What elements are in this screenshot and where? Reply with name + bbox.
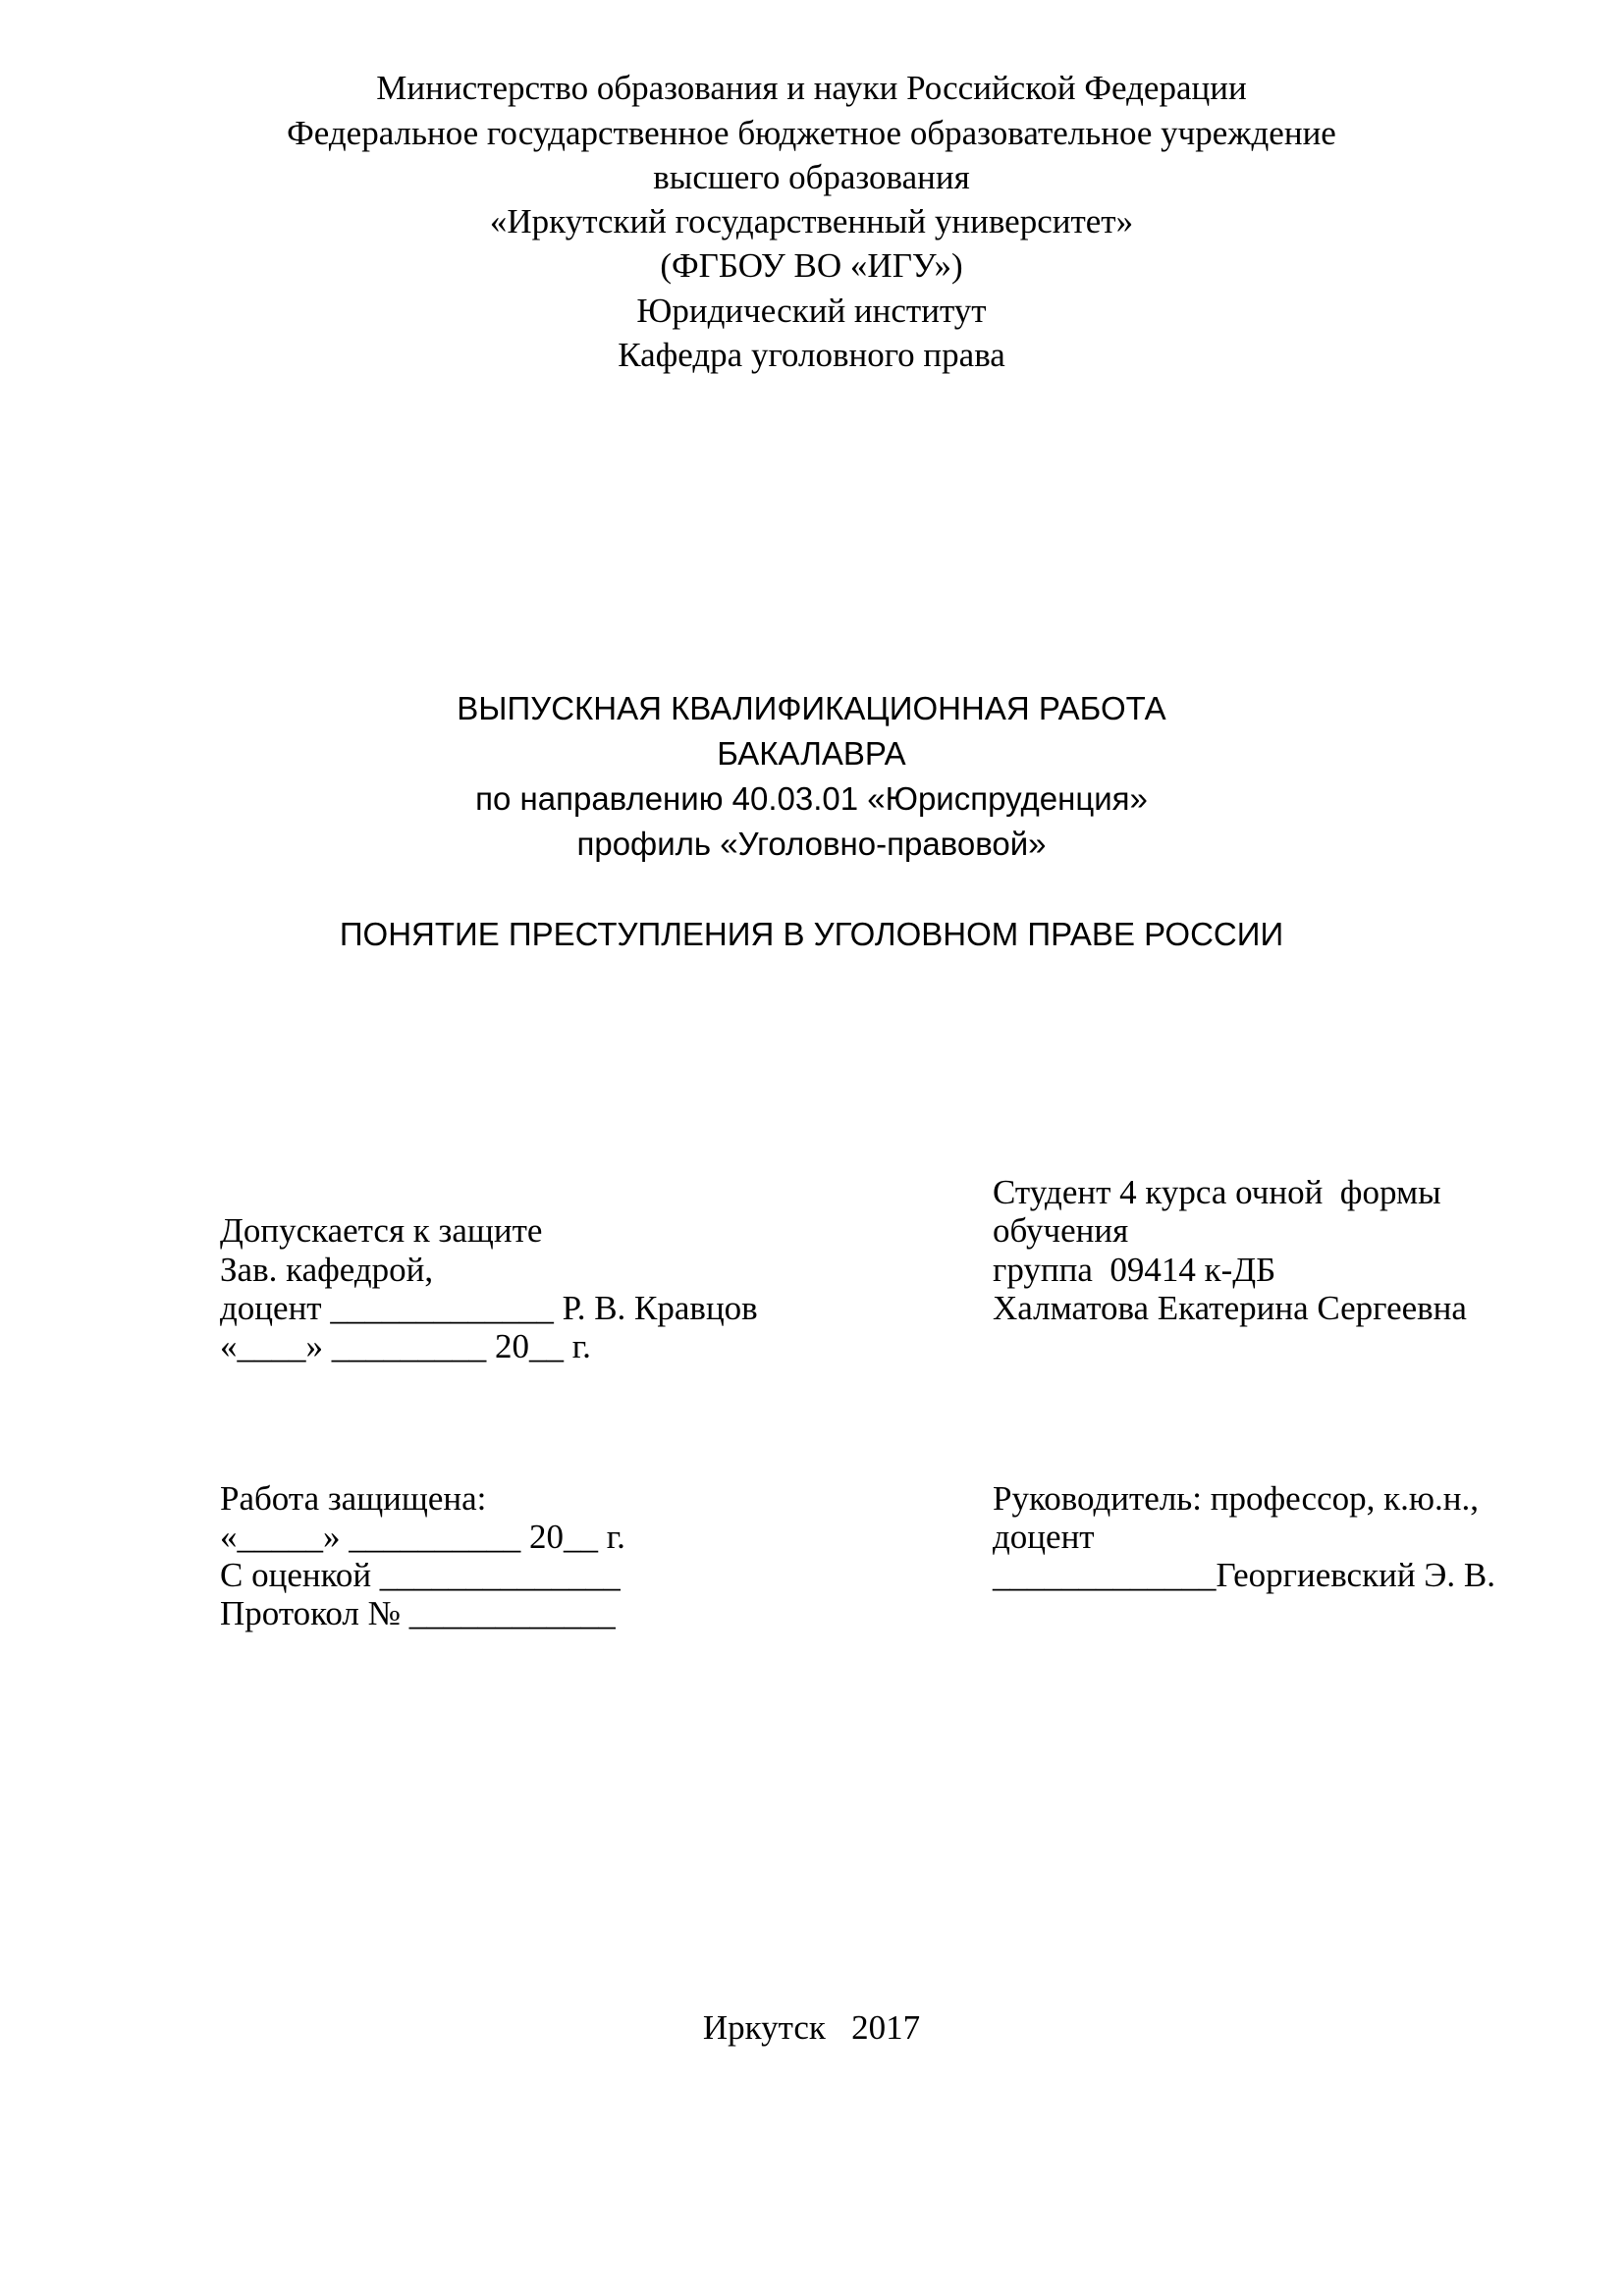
admission-line4: «____» _________ 20__ г.: [220, 1327, 591, 1365]
direction-line: по направлению 40.03.01 «Юриспруденция»: [475, 780, 1148, 817]
work-type-line1: ВЫПУСКНАЯ КВАЛИФИКАЦИОННАЯ РАБОТА: [457, 690, 1166, 726]
institution-type-line: Федеральное государственное бюджетное образовательное учреждение: [287, 114, 1336, 152]
defense-line1: Работа защищена:: [220, 1479, 487, 1518]
supervisor-line2: доцент: [993, 1518, 1095, 1556]
admission-line2: Зав. кафедрой,: [220, 1251, 434, 1289]
department-line: Кафедра уголовного права: [618, 336, 1005, 374]
education-level-line: высшего образования: [653, 158, 970, 196]
university-line: «Иркутский государственный университет»: [489, 202, 1134, 240]
defense-line2: «_____» __________ 20__ г.: [220, 1518, 625, 1556]
work-title: ПОНЯТИЕ ПРЕСТУПЛЕНИЯ В УГОЛОВНОМ ПРАВЕ РОССИИ: [339, 916, 1284, 952]
work-type-line2: БАКАЛАВРА: [717, 735, 906, 772]
student-line2: обучения: [993, 1211, 1129, 1250]
city-year: Иркутск 2017: [702, 2008, 921, 2047]
ministry-line: Министерство образования и науки Российской Федерации: [376, 69, 1247, 107]
student-line1: Студент 4 курса очной формы: [993, 1173, 1441, 1211]
supervisor-line1: Руководитель: профессор, к.ю.н.,: [993, 1479, 1480, 1518]
student-name: Халматова Екатерина Сергеевна: [993, 1289, 1467, 1327]
admission-line3: доцент _____________ Р. В. Кравцов: [220, 1289, 758, 1327]
profile-line: профиль «Уголовно-правовой»: [576, 826, 1047, 862]
defense-line4: Протокол № ____________: [220, 1594, 616, 1632]
abbreviation-line: (ФГБОУ ВО «ИГУ»): [660, 246, 963, 285]
defense-line3: С оценкой ______________: [220, 1556, 621, 1594]
institute-line: Юридический институт: [636, 292, 987, 330]
admission-line1: Допускается к защите: [220, 1211, 543, 1250]
supervisor-name: _____________Георгиевский Э. В.: [993, 1556, 1495, 1594]
student-line3: группа 09414 к-ДБ: [993, 1251, 1276, 1289]
